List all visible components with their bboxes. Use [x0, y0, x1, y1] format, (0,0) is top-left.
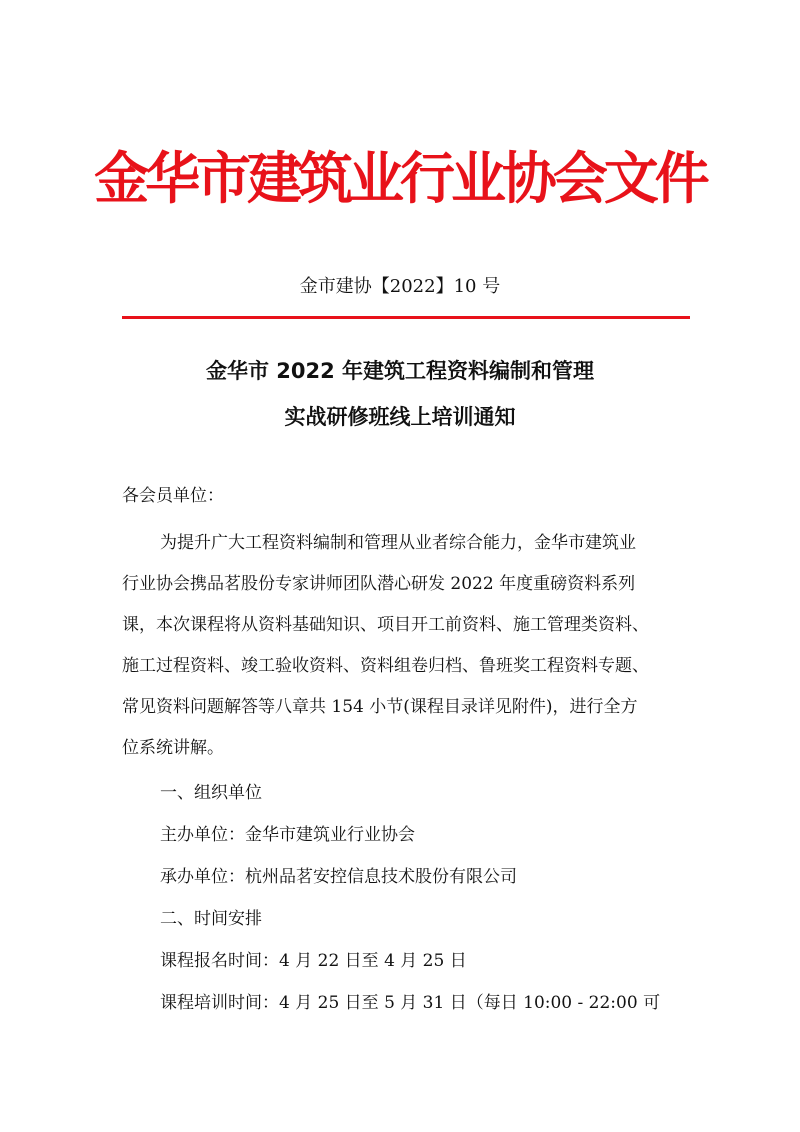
intro-line-5: 常见资料问题解答等八章共 154 小节(课程目录详见附件)，进行全方 — [122, 697, 638, 717]
notice-title-line-2: 实战研修班线上培训通知 — [284, 405, 516, 429]
salutation: 各会员单位： — [122, 486, 224, 506]
intro-line-3: 课，本次课程将从资料基础知识、项目开工前资料、施工管理类资料、 — [122, 615, 649, 635]
training-time: 课程培训时间：4 月 25 日至 5 月 31 日（每日 10:00 - 22:00 可 — [160, 993, 661, 1013]
intro-line-1: 为提升广大工程资料编制和管理从业者综合能力，金华市建筑业 — [160, 533, 636, 553]
document-number: 金市建协【2022】10 号 — [299, 276, 501, 297]
intro-line-6: 位系统讲解。 — [122, 738, 224, 758]
intro-line-2: 行业协会携品茗股份专家讲师团队潜心研发 2022 年度重磅资料系列 — [122, 574, 636, 594]
section-heading-organizers: 一、组织单位 — [160, 783, 262, 803]
registration-time: 课程报名时间：4 月 22 日至 4 月 25 日 — [160, 951, 467, 971]
intro-line-4: 施工过程资料、竣工验收资料、资料组卷归档、鲁班奖工程资料专题、 — [122, 656, 649, 676]
host-unit: 主办单位：金华市建筑业行业协会 — [160, 825, 415, 845]
red-divider — [122, 316, 690, 319]
org-masthead-title: 金华市建筑业行业协会文件 — [94, 147, 706, 212]
notice-title-line-1: 金华市 2022 年建筑工程资料编制和管理 — [205, 359, 595, 383]
organizer-unit: 承办单位：杭州品茗安控信息技术股份有限公司 — [160, 867, 517, 887]
section-heading-schedule: 二、时间安排 — [160, 909, 262, 929]
